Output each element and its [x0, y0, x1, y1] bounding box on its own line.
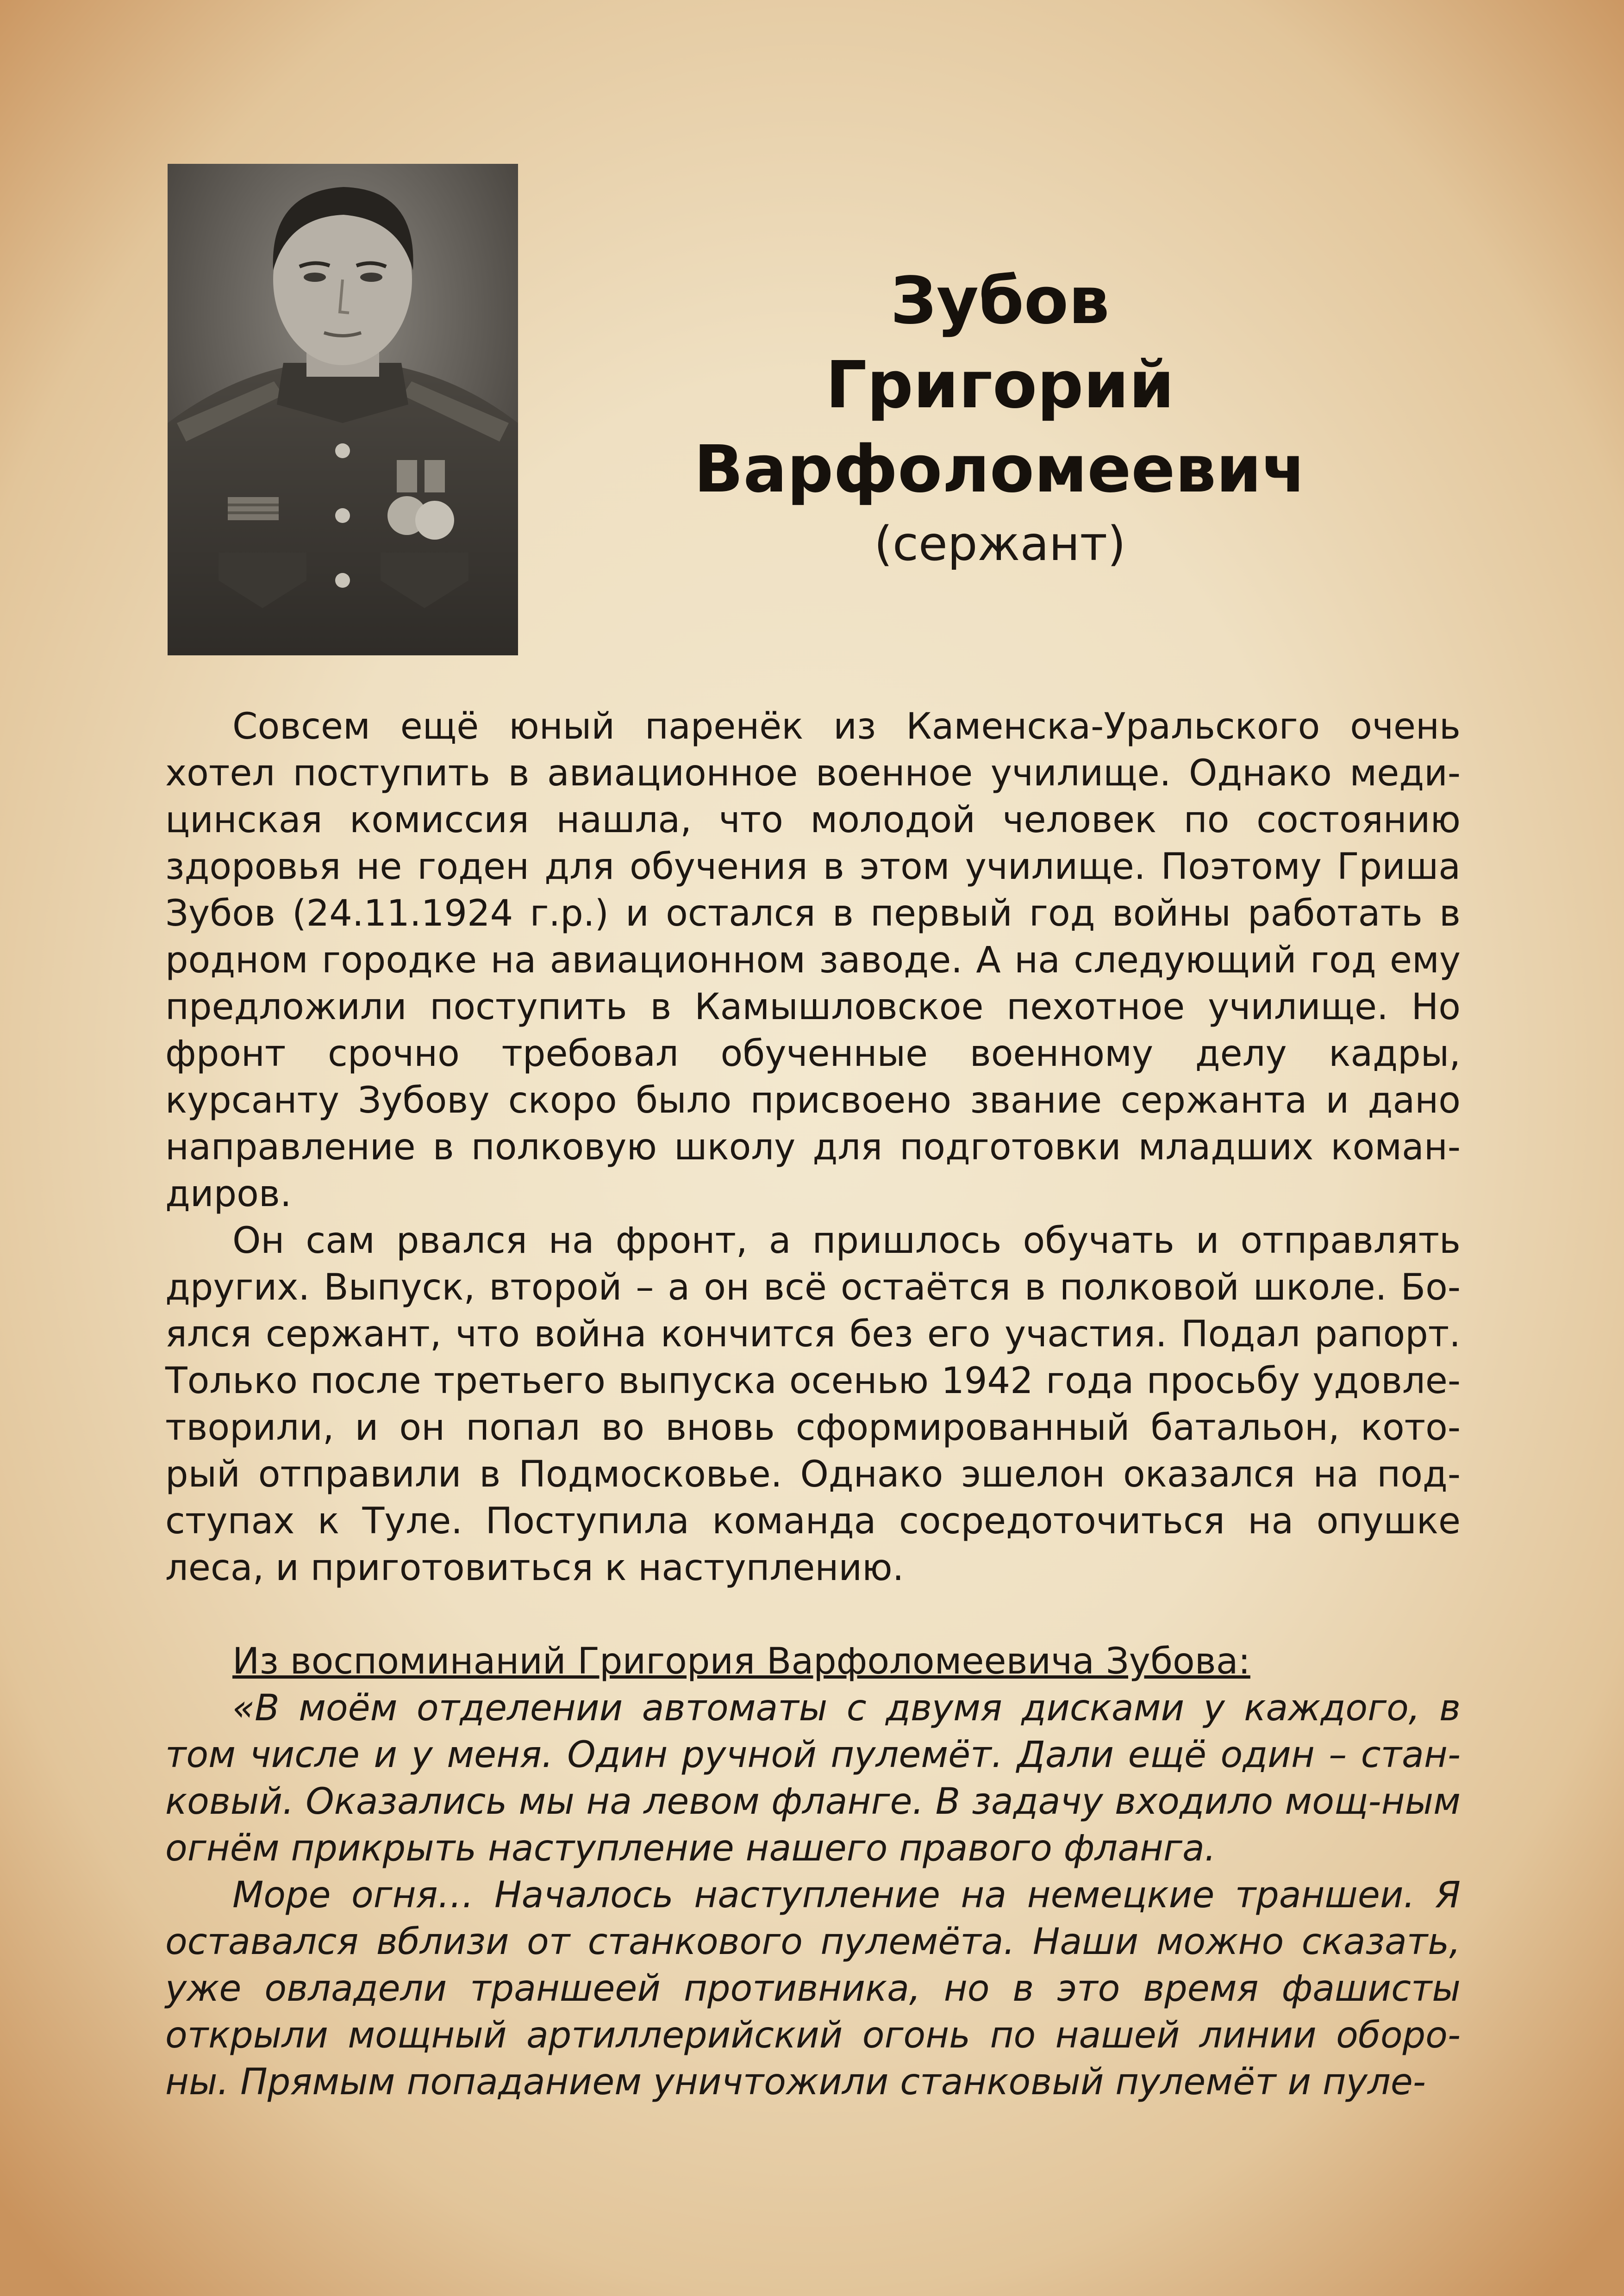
patronymic: Варфоломеевич — [693, 432, 1306, 507]
first-name: Григорий — [825, 348, 1174, 423]
surname: Зубов — [890, 263, 1110, 339]
quote-1: «В моём отделении автоматы с двумя дисками у каждого, в том числе и у меня. Один ручной пулемёт. Дали ещё один – стан-ковый. Оказались мы на левом фланге. В задачу входило мощ-ным огнём прикрыть наступление нашего правого фланга. — [165, 1687, 1461, 1869]
memoir-heading — [165, 1638, 1461, 1685]
soldier-portrait-photo — [168, 164, 518, 655]
paragraph-1: Совсем ещё юный паренёк из Каменска-Уральского очень хотел поступить в авиационное военное училище. Однако меди-цинская комиссия нашла, что молодой человек по состоянию здоровья не годен для обучения в этом училище. Поэтому Гриша Зубов (24.11.1924 г.р.) и остался в первый год войны работать в родном городке на авиационном заводе. А на следующий год ему предложили поступить в Камышловское пехотное училище. Но фронт срочно требовал обученные военному делу кадры, курсанту Зубову скоро было присвоено звание сержанта и дано направление в полковую школу для подготовки младших коман-диров. — [165, 706, 1461, 1215]
title-block — [648, 259, 1352, 575]
military-rank: (сержант) — [874, 516, 1126, 572]
quote-2: Море огня… Началось наступление на немецкие траншеи. Я оставался вблизи от станкового пулемёта. Наши можно сказать, уже овладели траншеей противника, но в это время фашисты открыли мощный артиллерийский огонь по нашей линии оборо-ны. Прямым попаданием уничтожили станковый пулемёт и пуле- — [165, 1874, 1461, 2103]
biography-text — [165, 703, 1461, 2106]
soldier-portrait-icon — [168, 164, 518, 655]
paragraph-spacer — [165, 1592, 1461, 1638]
memoir-heading-text: Из воспоминаний Григория Варфоломеевича Зубова: — [232, 1641, 1250, 1682]
paragraph-2: Он сам рвался на фронт, а пришлось обучать и отправлять других. Выпуск, второй – а он всё остаётся в полковой школе. Бо-ялся сержант, что война кончится без его участия. Подал рапорт. Только после третьего выпуска осенью 1942 года просьбу удовле-творили, и он попал во вновь сформированный батальон, кото-рый отправили в Подмосковье. Однако эшелон оказался на под-ступах к Туле. Поступила команда сосредоточиться на опушке леса, и приготовиться к наступлению. — [165, 1220, 1461, 1589]
